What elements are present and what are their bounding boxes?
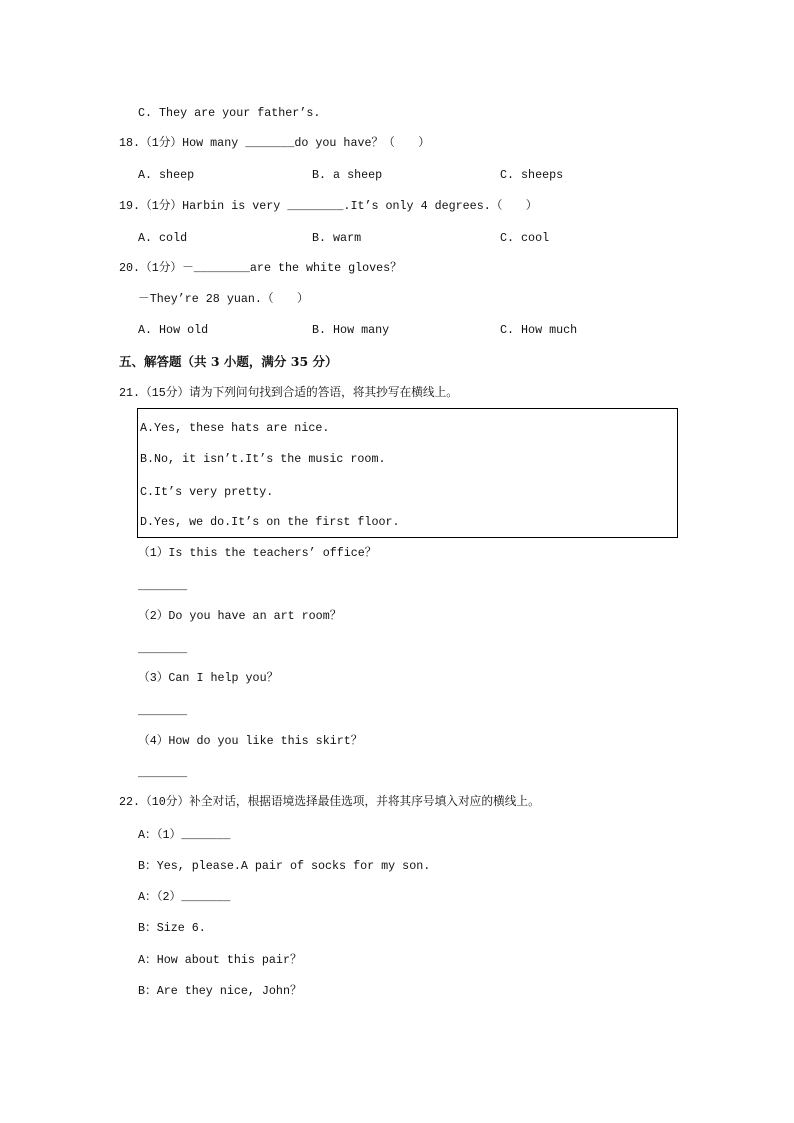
q21-item-1-prompt: （1）Is this the teachers’ office？ (138, 546, 377, 560)
dialogue-line: A：（1）_______ (138, 828, 231, 842)
q20-option-c: C. How much (500, 323, 578, 337)
answer-option-b: B.No, it isn’t.It’s the music room. (140, 452, 386, 466)
section-heading: 五、解答题（共 3 小题，满分 35 分） (119, 354, 338, 369)
q21-item-2-prompt: （2）Do you have an art room？ (138, 609, 342, 623)
dialogue-line: B：Size 6. (138, 921, 206, 935)
q21-item-2-blank: _______ (138, 642, 188, 656)
q18-option-a: A. sheep (138, 168, 195, 182)
answer-option-d: D.Yes, we do.It’s on the first floor. (140, 515, 400, 529)
dialogue-line: A：How about this pair？ (138, 953, 302, 967)
q19-option-c: C. cool (500, 231, 550, 245)
q21-item-1-blank: _______ (138, 579, 188, 593)
dialogue-line: B：Yes, please.A pair of socks for my son. (138, 859, 431, 873)
q21-item-4-blank: _______ (138, 766, 188, 780)
q21-item-4-prompt: （4）How do you like this skirt？ (138, 734, 363, 748)
q19-option-b: B. warm (312, 231, 362, 245)
dialogue-line: B：Are they nice, John？ (138, 984, 302, 998)
q18-option-b: B. a sheep (312, 168, 383, 182)
q20-option-a: A. How old (138, 323, 209, 337)
q21-answer-box (137, 408, 678, 538)
q18-option-c: C. sheeps (500, 168, 564, 182)
q21-item-3-blank: _______ (138, 704, 188, 718)
q19-stem: 19.（1分）Harbin is very ________.It’s only 4 degrees.（ ） (119, 199, 538, 213)
q20-reply: －They’re 28 yuan.（ ） (138, 292, 309, 306)
dialogue-line: A：（2）_______ (138, 890, 231, 904)
q20-stem: 20.（1分）－________are the white gloves？ (119, 261, 402, 275)
q17-option-c: C. They are your father’s. (138, 106, 321, 120)
q19-option-a: A. cold (138, 231, 188, 245)
q21-item-3-prompt: （3）Can I help you？ (138, 671, 279, 685)
answer-option-c: C.It’s very pretty. (140, 485, 274, 499)
q21-stem: 21.（15分）请为下列问句找到合适的答语，将其抄写在横线上。 (119, 386, 458, 400)
answer-option-a: A.Yes, these hats are nice. (140, 421, 330, 435)
q22-stem: 22.（10分）补全对话，根据语境选择最佳选项，并将其序号填入对应的横线上。 (119, 795, 540, 809)
q18-stem: 18.（1分）How many _______do you have？（ ） (119, 136, 430, 150)
q20-option-b: B. How many (312, 323, 390, 337)
